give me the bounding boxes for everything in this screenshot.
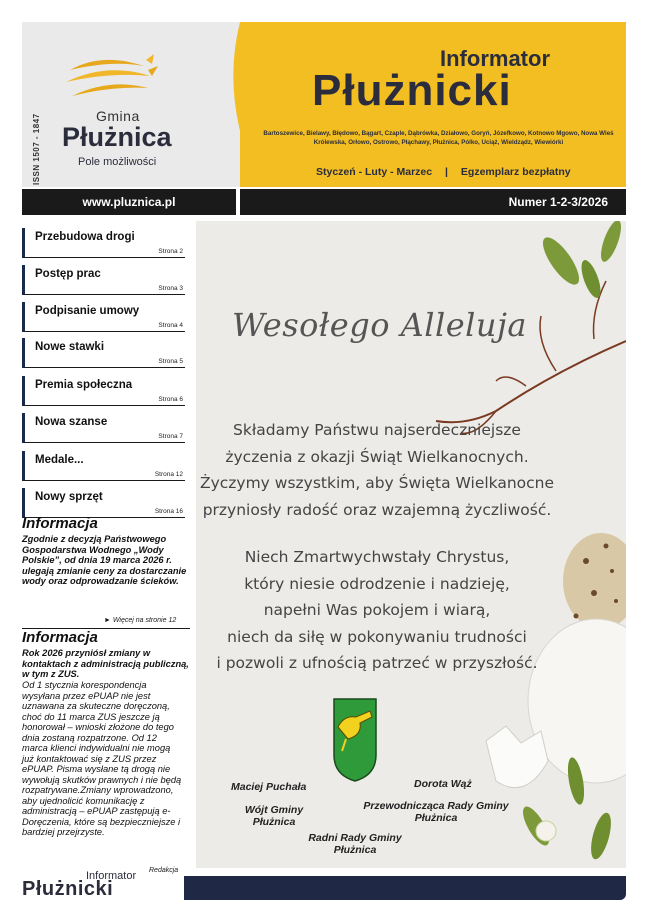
chair-name: Dorota Wąż [414,778,472,790]
edition-line [316,166,571,178]
gmina-name: Płużnica [62,122,172,152]
chair-role: Przewodnicząca Rady Gminy Płużnica [363,800,509,824]
toc-item[interactable] [22,338,185,368]
toc-item[interactable] [22,451,185,481]
issn-number: ISSN 1507 - 1847 [32,113,41,185]
greeting-line: Życzymy wszystkim, aby Święta Wielkanocne [199,474,555,492]
greeting-paragraph [196,544,558,677]
toc-item-page: Strona 7 [158,433,183,440]
toc-item-page: Strona 5 [158,358,183,365]
toc-item-title: Medale... [35,454,84,466]
gmina-label: Gmina [96,108,140,124]
toc-item-page: Strona 4 [158,322,183,329]
period-label: Styczeń - Luty - Marzec [316,166,433,178]
toc-item[interactable] [22,488,185,518]
toc-item-title: Premia społeczna [35,379,133,391]
toc-item-title: Przebudowa drogi [35,231,135,243]
info-body: Od 1 stycznia korespondencja wysyłana przez ePUAP nie jest uznawana za skuteczne doręczoną, choć do 11 marca ZUS jeszcze ją honorował – wnioski złożone do tego dnia zostaną rozpatrzone. Od 12 marca klienci indywidualni nie mogą już kontaktować się z ZUS przez ePUAP. Pisma wysłane tą drogą nie wywołują skutków prawnych i nie będą rozpatrywane.Zmiany wprowadzono, aby ujednolicić komunikację z administracją – ePUAP zastępują e-Doręczenia, które są bezpieczniejsze i bardziej przejrzyste. [22,680,182,837]
toc-item-title: Nowe stawki [35,341,105,353]
website-link[interactable]: www.pluznica.pl [82,195,176,209]
toc-item-page: Strona 12 [154,471,183,478]
info-body: Zgodnie z decyzją Państwowego Gospodarstwa Wodnego „Wody Polskie”, od dnia 19 marca 2026 r. ulegają zmianie ceny za dostarczanie wody oraz odprowadzanie ścieków. [22,534,187,586]
toc-item-title: Postęp prac [35,268,101,280]
newsletter-title: Płużnicki [312,66,512,115]
issue-bar [240,189,626,215]
toc-item-page: Strona 6 [158,396,183,403]
greeting-headline: Wesołego Alleluja [232,306,527,344]
toc-item[interactable] [22,413,185,443]
toc-item-title: Nowa szanse [35,416,108,428]
coat-of-arms-icon [332,697,378,783]
toc-item[interactable] [22,228,185,258]
informator-label: Informator [440,46,550,71]
greeting-line: napełni Was pokojem i wiarą, [263,601,491,619]
mayor-name: Maciej Puchała [231,781,307,793]
mayor-role: Wójt Gminy Płużnica [244,804,304,828]
toc-item-page: Strona 16 [154,508,183,515]
greeting-line: który niesie odrodzenie i nadzieję, [244,574,510,593]
read-more-link[interactable]: ► Więcej na stronie 12 [104,617,177,624]
footer-bar [184,876,626,900]
greeting-line: Niech Zmartwychwstały Chrystus, [244,548,510,566]
toc-item-title: Podpisanie umowy [35,305,140,317]
header-wedge-shape [220,22,280,187]
issue-number: Numer 1-2-3/2026 [508,195,608,209]
info-lead: Rok 2026 przyniósł zmiany w kontaktach z administracją publiczną, w tym z ZUS. [22,648,189,679]
greeting-line: niech da siłę w pokonywaniu trudności [227,627,527,646]
price-label: Egzemplarz bezpłatny [460,166,571,178]
gmina-tagline: Pole możliwości [78,156,157,168]
greeting-line: Składamy Państwu najserdeczniejsze [233,421,521,439]
footer-informator-label: Informator [86,870,137,882]
toc-item-page: Strona 3 [158,285,183,292]
greeting-line: przyniosły radość oraz wzajemną życzliwość. [202,500,552,519]
toc-item[interactable] [22,376,185,406]
info-signature: Redakcja [149,867,179,874]
info-heading: Informacja [22,515,98,532]
info-heading: Informacja [22,629,98,646]
council-signature: Radni Rady Gminy Płużnica [308,832,402,856]
toc-item-page: Strona 2 [158,248,183,255]
villages-list: Bartoszewice, Bielawy, Błędowo, Bągart, Czaple, Dąbrówka, Działowo, Goryń, Józefkowo, Kotnowo Mgowo, Nowa Wieś Królewska, Orłowo, Ostrowo, Płąchawy, Płużnica, Pólko, Uciąż, Wieldządz, Wiewiórki [263,130,614,146]
website-bar[interactable] [22,189,236,215]
greeting-paragraph [196,417,558,523]
toc-item[interactable] [22,265,185,295]
greeting-line: życzenia z okazji Świąt Wielkanocnych. [225,447,529,466]
greeting-line: i pozwoli z ufnością patrzeć w przyszłość. [216,654,538,672]
toc-item[interactable] [22,302,185,332]
gmina-logo-icon [62,52,162,107]
toc-item-title: Nowy sprzęt [35,491,103,503]
footer-title: Płużnicki [22,878,114,900]
edition-separator: | [445,166,448,178]
